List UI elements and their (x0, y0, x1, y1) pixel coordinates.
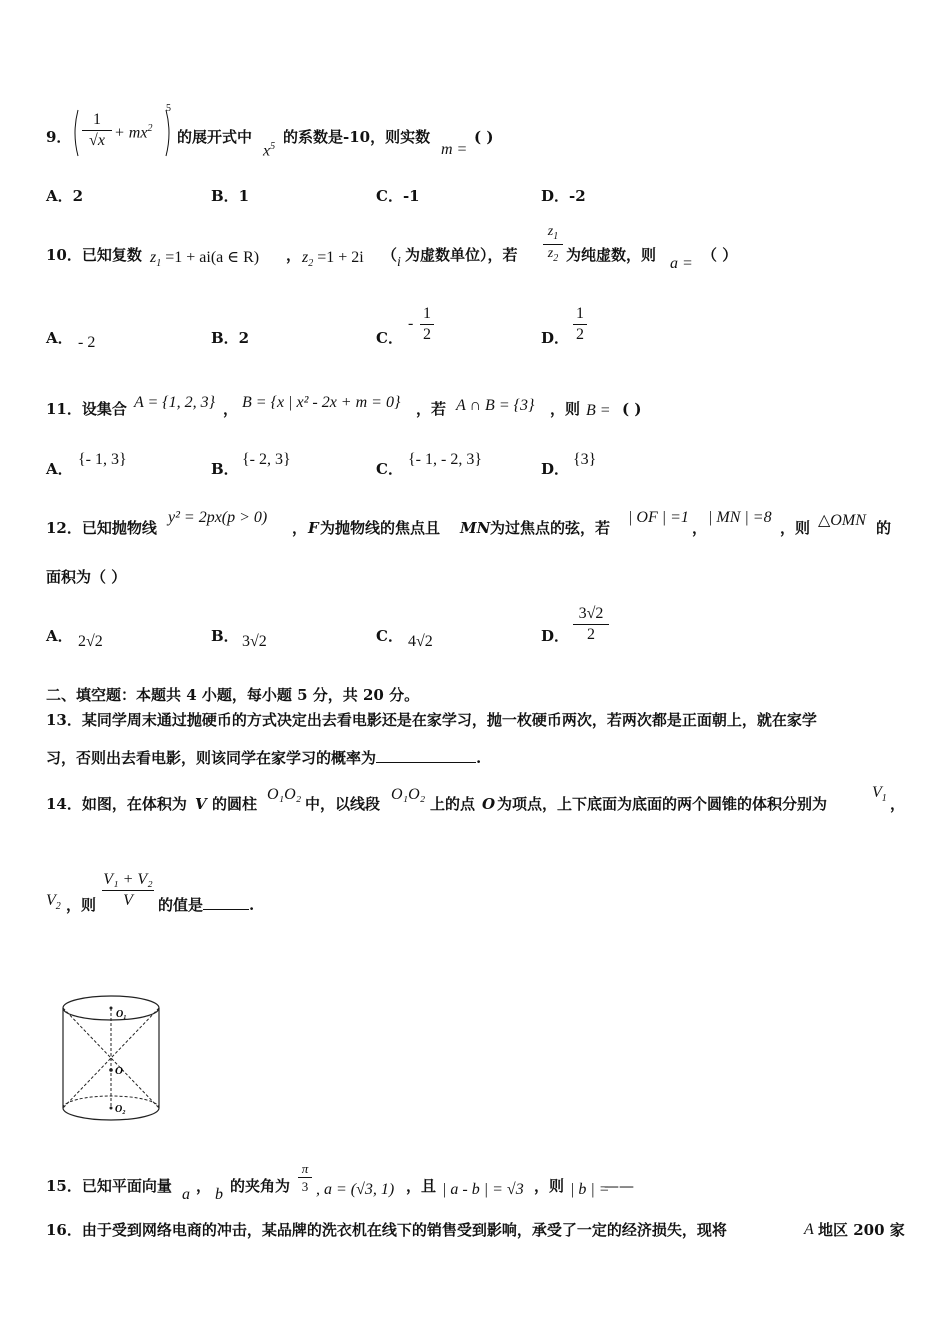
q12-text1b: 为抛物线的焦点且 (320, 519, 441, 537)
fig-label-o: O (115, 1065, 123, 1077)
q10-option-d-label: D． (541, 329, 570, 347)
q13-answer-blank[interactable] (376, 762, 476, 763)
q12-option-b-value: 3√2 (242, 633, 267, 650)
q9-frac-den: √x (89, 132, 105, 149)
q10-option-d-fraction: 1 2 (573, 306, 587, 343)
q15-ab-eq: | a - b | = √3 (442, 1181, 524, 1198)
q10-text-unit: 为虚数单位），若 (405, 246, 518, 264)
q9-fraction (82, 112, 112, 149)
q11-comma: ， (223, 400, 239, 418)
q9-m-eq: m = (441, 141, 468, 158)
q12-text1a: ， (292, 519, 308, 537)
q12-option-d-fraction: 3√2 2 (573, 606, 609, 643)
q9-text2: 的系数是-10，则实数 (283, 128, 431, 146)
q10-option-b: B．2 (211, 329, 250, 347)
q11-option-a-value: {- 1, 3} (78, 451, 127, 468)
q9-option-a: A．2 (46, 187, 84, 205)
section2-heading: 二、填空题：本题共 4 小题，每小题 5 分，共 20 分。 (46, 686, 420, 704)
q9-option-b: B．1 (211, 187, 250, 205)
q12-option-a-label: A． (46, 627, 73, 645)
q16-A: A (804, 1221, 814, 1238)
q10-paren-open: （ (382, 246, 398, 264)
q10-i: i (397, 255, 401, 270)
q15-stem-start: 15．已知平面向量 (46, 1177, 172, 1195)
q9-number: 9． (46, 128, 72, 146)
q14-line1d: 上的点 (430, 795, 476, 813)
q10-a-eq: a = (670, 255, 693, 272)
q14-line1e: 为项点，上下底面为底面的两个圆锥的体积分别为 (497, 795, 828, 813)
q11-option-a-label: A． (46, 460, 73, 478)
q14-V: V (195, 795, 207, 813)
q11-option-b-label: B． (211, 460, 239, 478)
q14-V1: $V_1$ (872, 784, 887, 805)
q9-power: 5 (166, 103, 171, 114)
q11-option-d-label: D． (541, 460, 570, 478)
q9-option-d: D．-2 (541, 187, 586, 205)
q12-MN: MN (460, 519, 491, 537)
q12-option-c-label: C． (376, 627, 403, 645)
q12-text-then: ，则 (780, 519, 811, 537)
q12-triangle: △OMN (818, 512, 866, 529)
q10-z2: $z_2 =1 + 2i$ (302, 249, 364, 270)
q11-option-d-value: {3} (573, 451, 597, 468)
q11-b-eq: B = (586, 402, 611, 419)
q9-text1: 的展开式中 (177, 128, 253, 146)
q11-text-then: ，则 (550, 400, 581, 418)
q14-o1o2-a: O₁O₂ (267, 786, 302, 803)
q11-option-c-label: C． (376, 460, 403, 478)
q11-option-c-value: {- 1, - 2, 3} (408, 451, 483, 468)
q15-b-abs: | b | = (570, 1181, 610, 1198)
q10-stem-start: 10．已知复数 (46, 246, 142, 264)
q15-a: a (182, 1186, 190, 1203)
q15-comma: ， (196, 1177, 212, 1195)
q10-z1: $z_1 =1 + ai(a$ ∈ R) (150, 249, 260, 270)
q15-text1: 的夹角为 (230, 1177, 291, 1195)
q15-a-eq: , a = (√3, 1) (316, 1181, 395, 1198)
q14-comma: ， (890, 795, 906, 813)
q12-option-b-label: B． (211, 627, 239, 645)
q12-option-a-value: 2√2 (78, 633, 103, 650)
q12-mn-eq: | MN | =8 (708, 509, 772, 526)
q9-answer-paren: ( ) (474, 128, 494, 146)
q14-line2a: ，则 (66, 896, 97, 914)
q10-text-pure: 为纯虚数，则 (566, 246, 657, 264)
q10-option-a-value: - 2 (78, 334, 96, 351)
q15-text3: ，则 (534, 1177, 565, 1195)
q16-line1b: 地区 200 家 (818, 1221, 905, 1239)
q11-stem-start: 11．设集合 (46, 400, 127, 418)
q15-pi-fraction: π 3 (298, 1162, 312, 1193)
q14-line1a: 14．如图，在体积为 (46, 795, 187, 813)
q14-o1o2-b: O₁O₂ (391, 786, 426, 803)
q12-line2: 面积为（ ） (46, 568, 127, 586)
q10-option-c-fraction: 1 2 (420, 306, 434, 343)
q11-answer-paren: ( ) (622, 400, 642, 418)
q9-term: + $mx^2$ (114, 123, 153, 142)
q13-line2: 习，否则出去看电影，则该同学在家学习的概率为 . (46, 749, 482, 767)
q12-option-d-label: D． (541, 627, 570, 645)
q13-line1: 13．某同学周末通过抛硬币的方式决定出去看电影还是在家学习，抛一枚硬币两次，若两次都是正面朝上，就在家学 (46, 711, 817, 729)
q12-stem-start: 12．已知抛物线 (46, 519, 157, 537)
q12-parabola: y² = 2px(p > 0) (168, 509, 268, 526)
q10-frac-num: $z_1$ (547, 224, 559, 242)
q15-text2: ，且 (406, 1177, 437, 1195)
q10-comma: ， (286, 246, 302, 264)
q11-intersection: A ∩ B = {3} (456, 397, 535, 414)
q10-option-c-label: C． (376, 329, 403, 347)
q14-line2b: 的值是 . (158, 896, 255, 914)
q12-F: F (308, 519, 319, 537)
q14-answer-blank[interactable] (203, 909, 249, 910)
q12-of-eq: | OF | =1 (628, 509, 689, 526)
q10-option-c-sign: - (408, 315, 414, 332)
q14-O: O (482, 795, 496, 813)
q12-comma: ， (692, 519, 708, 537)
q14-line1b: 的圆柱 (212, 795, 258, 813)
q10-answer-paren: （ ） (702, 246, 738, 264)
q10-option-a-label: A． (46, 329, 73, 347)
q9-option-c: C．-1 (376, 187, 420, 205)
q9-frac-num: 1 (93, 111, 101, 128)
q11-option-b-value: {- 2, 3} (242, 451, 291, 468)
q16-line1a: 16．由于受到网络电商的冲击，某品牌的洗衣机在线下的销售受到影响，承受了一定的经济损失，现将 (46, 1221, 727, 1239)
q12-text1c: 为过焦点的弦，若 (490, 519, 611, 537)
q12-option-c-value: 4√2 (408, 633, 433, 650)
q11-set-b: B = {x | x² - 2x + m = 0} (242, 394, 401, 411)
q15-answer-blank[interactable]: —— (604, 1177, 634, 1195)
q11-text-if: ，若 (416, 400, 447, 418)
cylinder-figure (56, 990, 176, 1140)
q14-line1c: 中，以线段 (305, 795, 381, 813)
q12-text-de: 的 (876, 519, 892, 537)
q10-fraction (543, 225, 563, 264)
fig-label-o2: O₂ (115, 1104, 126, 1115)
q14-V2: $V_2$ (46, 892, 61, 913)
q15-b: b (215, 1186, 223, 1203)
fig-label-o1: O₁ (116, 1009, 127, 1020)
q9-x5: $x^5$ (263, 141, 276, 160)
q11-set-a: A = {1, 2, 3} (134, 394, 216, 411)
q14-fraction: V₁ + V₂ V (103, 871, 153, 909)
q10-frac-den: $z_2$ (547, 245, 559, 264)
